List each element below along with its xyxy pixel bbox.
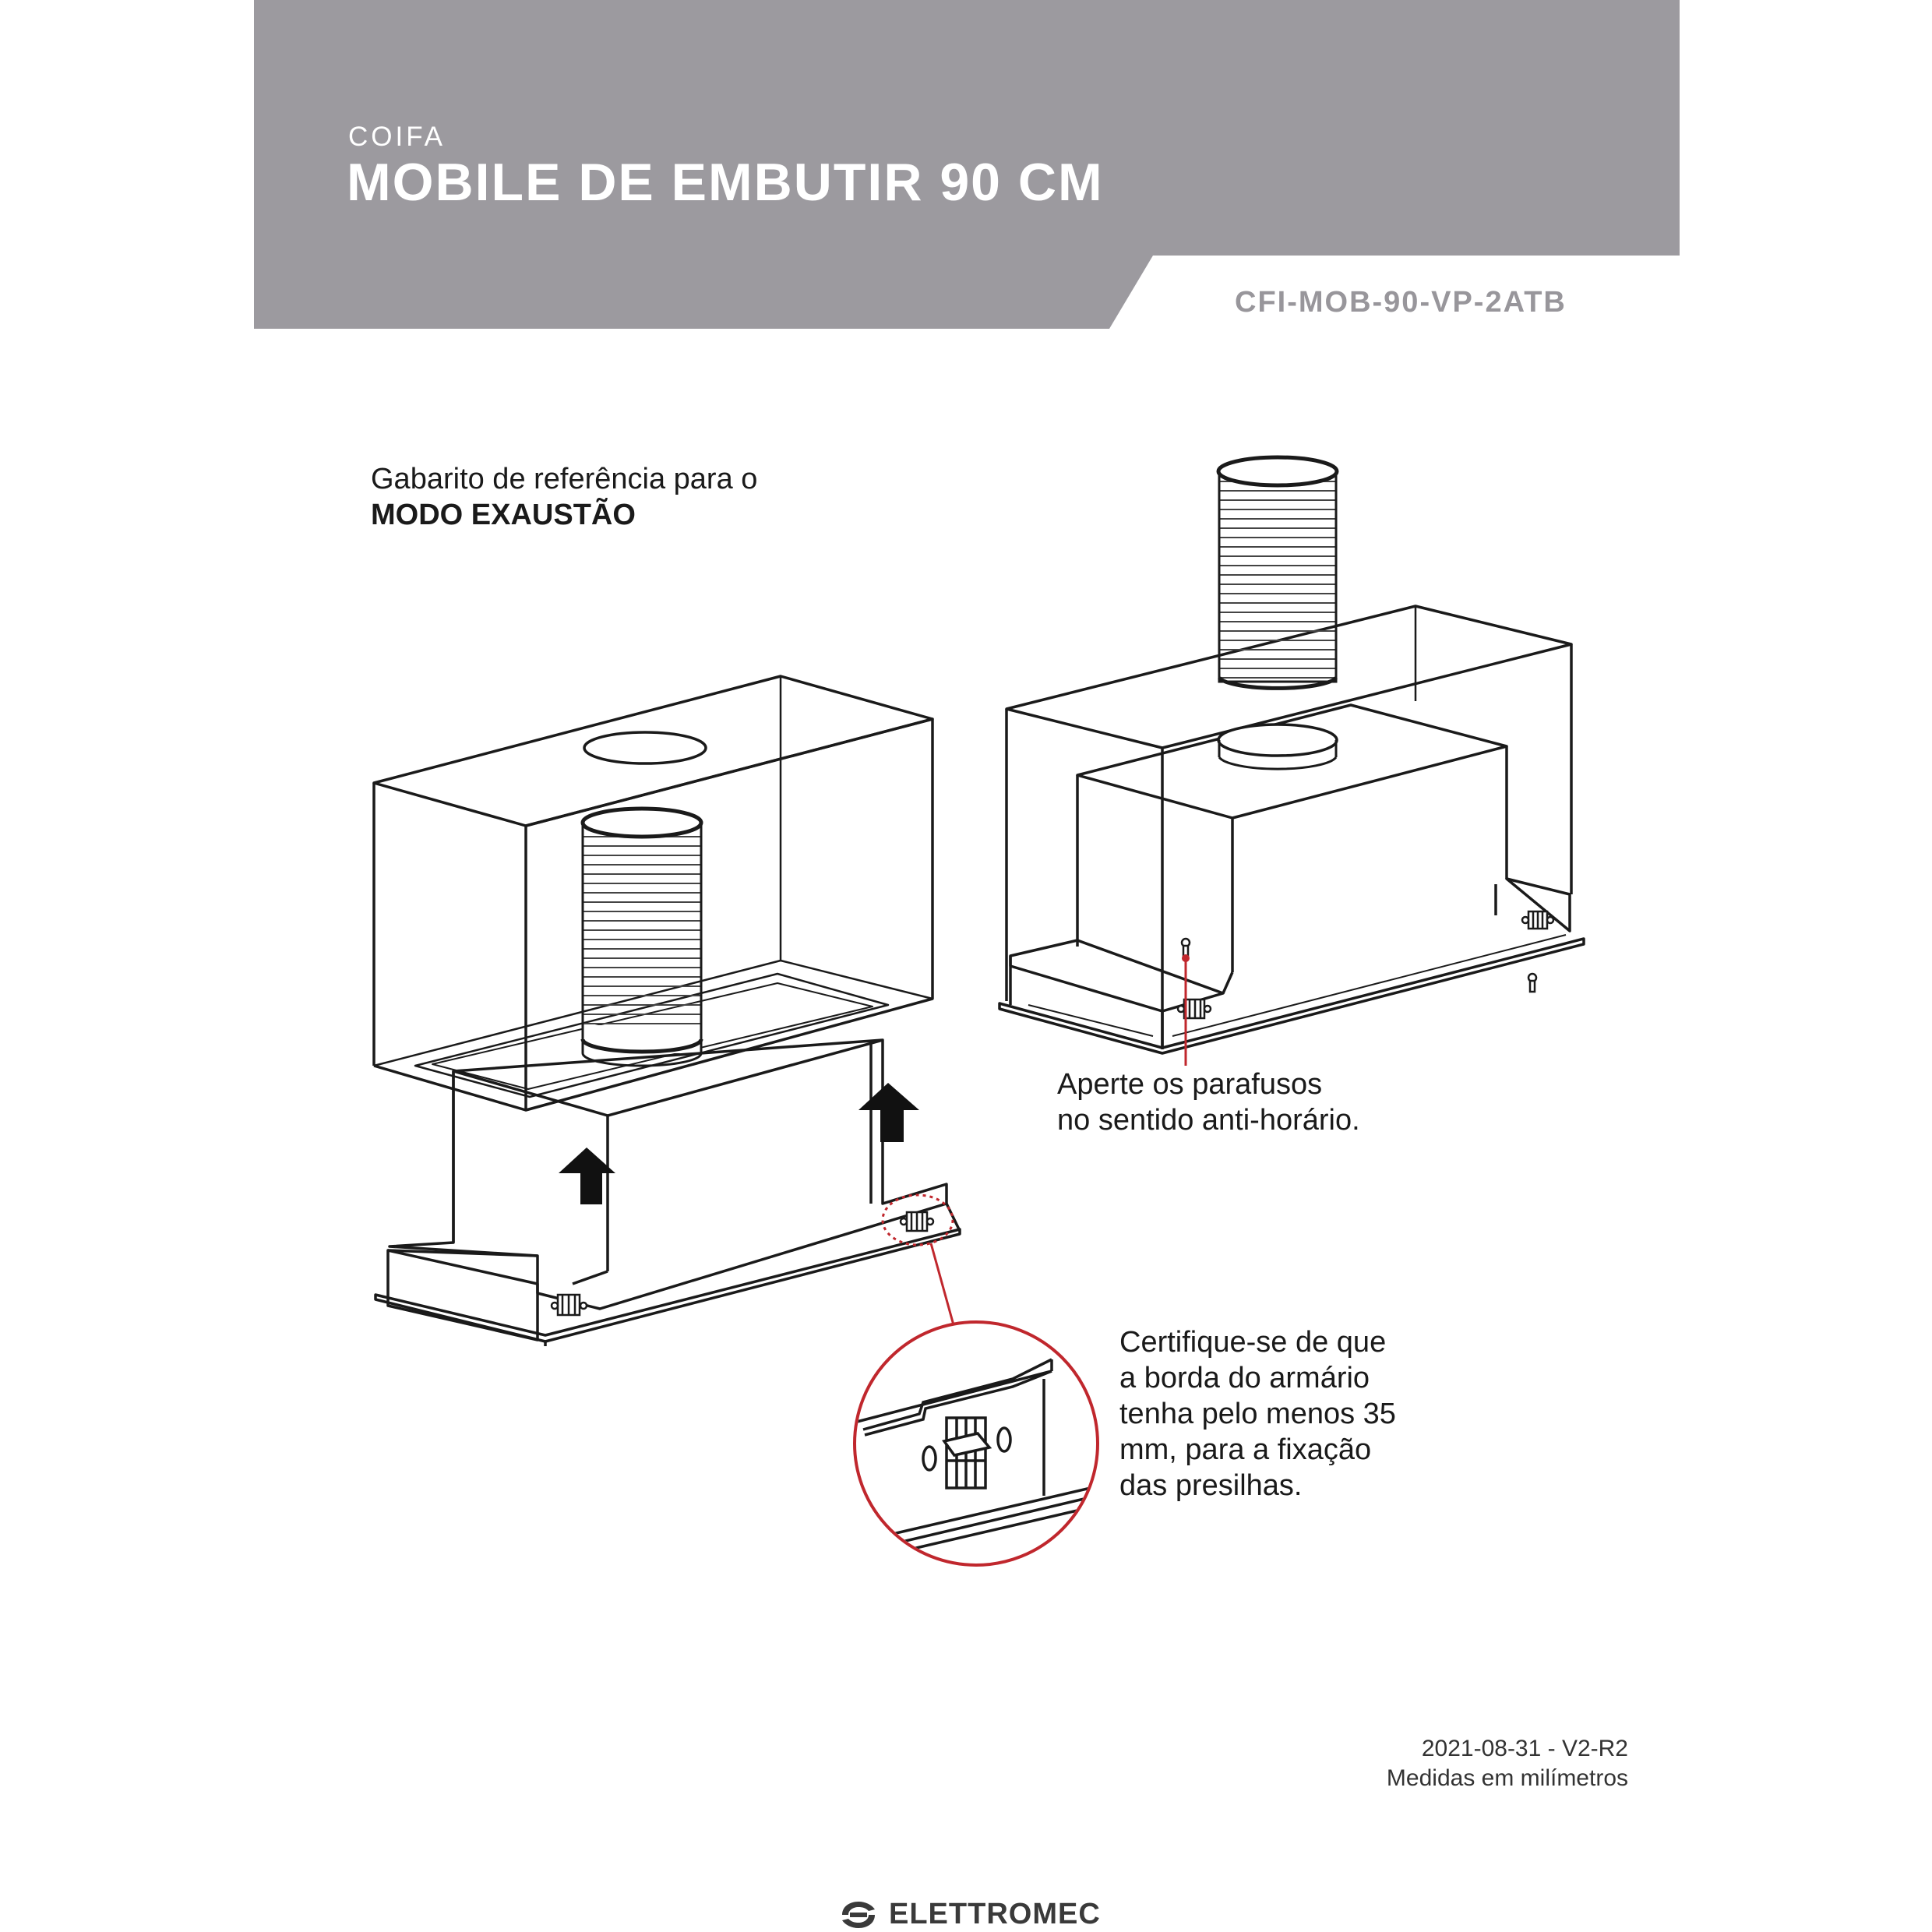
- arrow-up-icon: [858, 1083, 919, 1142]
- right-hood: [999, 705, 1584, 1053]
- category-label: COIFA: [348, 122, 446, 152]
- brand-name: ELETTROMEC: [889, 1898, 1101, 1930]
- detail-note-line1: Certifique-se de que: [1119, 1326, 1387, 1359]
- left-clip-front: [552, 1295, 587, 1315]
- elettromec-logo-icon: [837, 1899, 880, 1930]
- detail-note-line4: mm, para a fixação: [1119, 1433, 1372, 1466]
- detail-note-line5: das presilhas.: [1119, 1469, 1303, 1502]
- right-clip-front: [1178, 999, 1211, 1018]
- page-title: MOBILE DE EMBUTIR 90 CM: [347, 153, 1104, 212]
- footer-units: Medidas em milímetros: [1386, 1765, 1628, 1791]
- right-note-line1: Aperte os parafusos: [1057, 1068, 1323, 1101]
- detail-note-line2: a borda do armário: [1119, 1362, 1370, 1394]
- footer-date-version: 2021-08-31 - V2-R2: [1421, 1736, 1628, 1761]
- brand-logo: [837, 1898, 1101, 1931]
- detail-note-line3: tenha pelo menos 35: [1119, 1398, 1396, 1430]
- left-duct: [583, 809, 701, 1066]
- screw-icon: [1182, 939, 1190, 957]
- model-code: CFI-MOB-90-VP-2ATB: [1235, 286, 1567, 319]
- footer-info: [1387, 1734, 1628, 1793]
- left-note-line1: Gabarito de referência para o: [371, 463, 758, 495]
- right-note-line2: no sentido anti-horário.: [1057, 1104, 1360, 1137]
- right-duct: [1218, 457, 1337, 688]
- detail-magnifier: [855, 1322, 1098, 1565]
- screw-icon: [1528, 974, 1536, 992]
- left-hood: [375, 1040, 960, 1346]
- detail-leader-line: [931, 1243, 955, 1331]
- left-cabinet-top-hole: [584, 732, 706, 763]
- left-note-line2: MODO EXAUSTÃO: [371, 499, 636, 531]
